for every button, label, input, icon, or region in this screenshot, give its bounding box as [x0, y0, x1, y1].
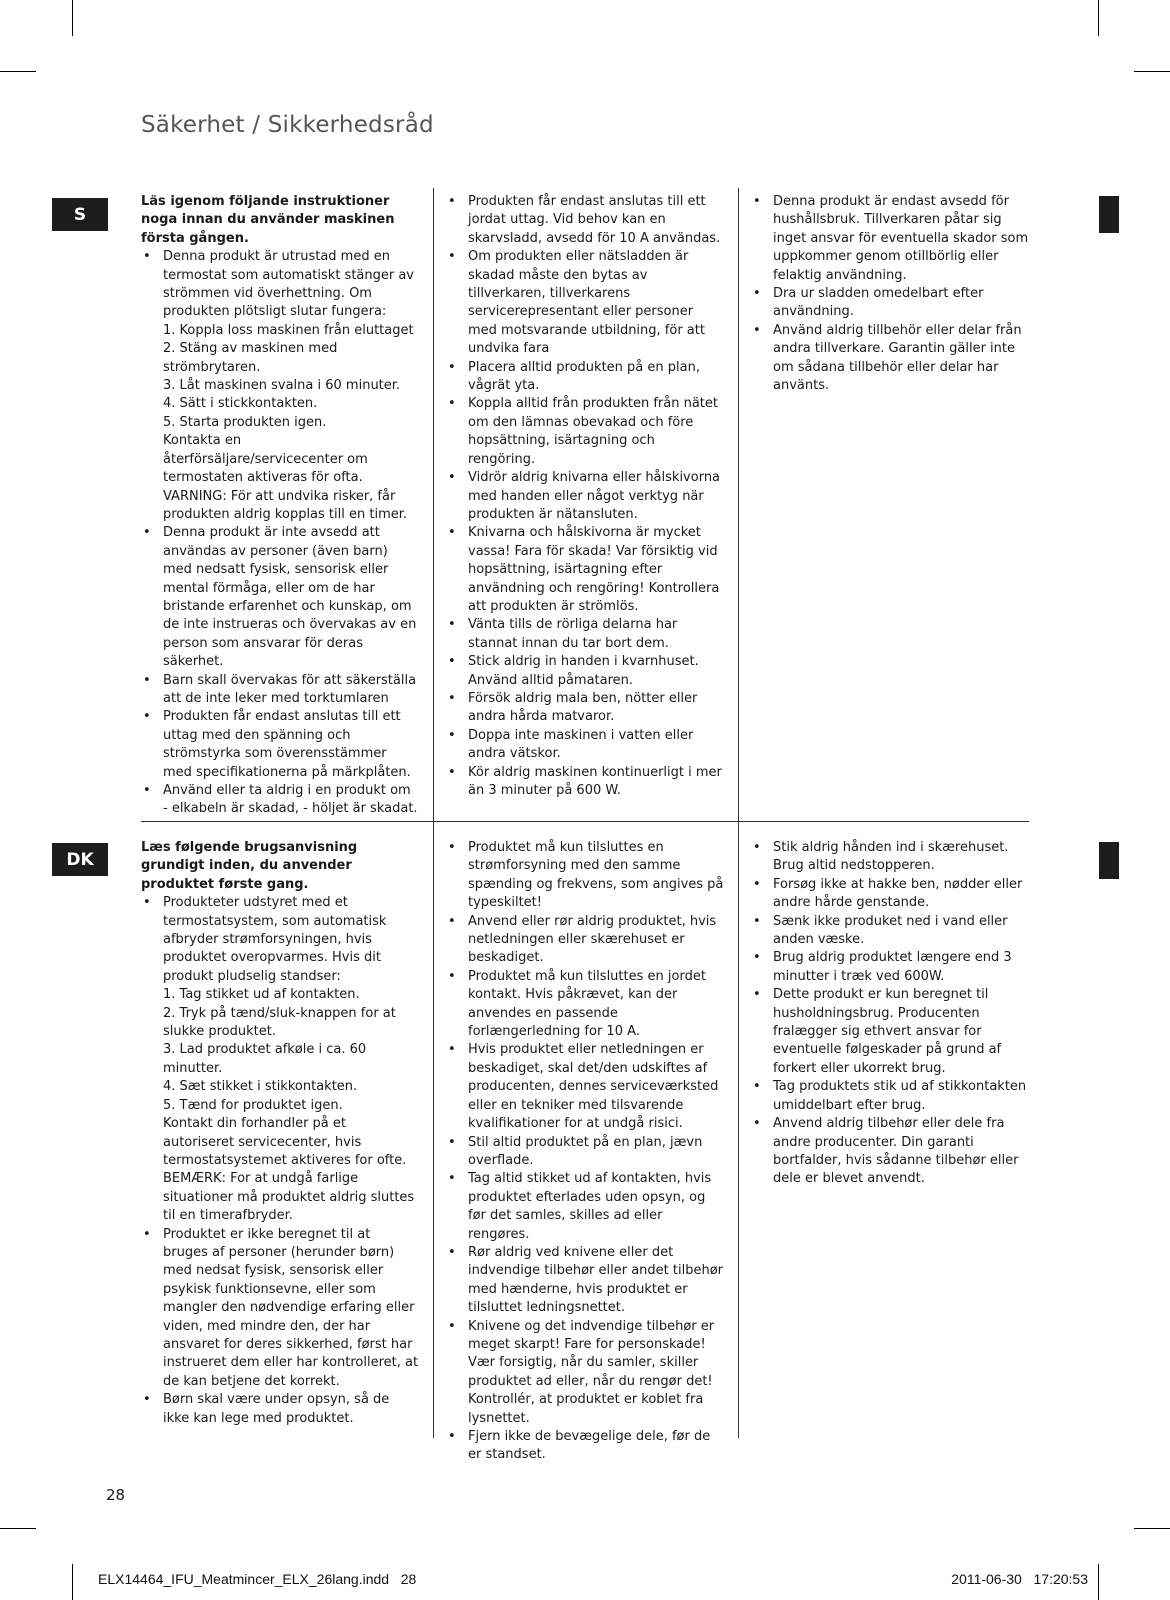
crop-mark: [72, 0, 73, 36]
list-item: • Dette produkt er kun beregnet til husholdningsbrug. Producenten fralægger sig ethvert ansvar for eventuelle følgeskader på grund af forkert eller ukorrekt brug.: [751, 986, 1029, 1078]
list-item: • Knivarna och hålskivorna är mycket vassa! Fara för skada! Var försiktig vid hopsättning, isärtagning efter användning och rengöring! Kontrollera att produkten är strömlös.: [446, 524, 724, 616]
list-item: • Barn skall övervakas för att säkerställa att de inte leker med torktumlaren: [141, 672, 419, 709]
section-dk-col3: [751, 839, 1029, 1189]
list-item: • Stil altid produktet på en plan, jævn overflade.: [446, 1134, 724, 1171]
column-divider: [433, 188, 434, 821]
edge-marker: [1099, 196, 1119, 233]
crop-mark: [1134, 71, 1170, 72]
lead-paragraph: Læs følgende brugsanvisning grundigt inden, du anvender produktet første gang.: [141, 840, 358, 892]
list-item: • Doppa inte maskinen i vatten eller andra vätskor.: [446, 727, 724, 764]
section-s-col1: [141, 193, 419, 819]
list-item: • Forsøg ikke at hakke ben, nødder eller andre hårde genstande.: [751, 876, 1029, 913]
list-item: • Vänta tills de rörliga delarna har stannat innan du tar bort dem.: [446, 616, 724, 653]
list-item: • Dra ur sladden omedelbart efter användning.: [751, 285, 1029, 322]
list-item: • Produktet må kun tilsluttes en jordet kontakt. Hvis påkrævet, kan der anvendes en passende forlængerledning for 10 A.: [446, 968, 724, 1042]
step-line: 4. Sæt stikket i stikkontakten.: [163, 1079, 358, 1095]
section-s-col2: [446, 193, 724, 800]
list-item: • Stik aldrig hånden ind i skærehuset. Brug altid nedstopperen.: [751, 839, 1029, 876]
section-divider: [141, 821, 1029, 822]
list-item: • Stick aldrig in handen i kvarnhuset. Använd alltid påmataren.: [446, 653, 724, 690]
list-item: • Tag altid stikket ud af kontakten, hvis produktet efterlades uden opsyn, og før det samles, skilles ad eller rengøres.: [446, 1170, 724, 1244]
step-line: 3. Låt maskinen svalna i 60 minuter.: [163, 378, 401, 394]
list-item: • Fjern ikke de bevægelige dele, før de er standset.: [446, 1428, 724, 1465]
list-item: • Försök aldrig mala ben, nötter eller andra hårda matvaror.: [446, 690, 724, 727]
step-line: 1. Tag stikket ud af kontakten.: [163, 987, 360, 1003]
list-item: • Använd aldrig tillbehör eller delar från andra tillverkare. Garantin gäller inte om sådana tillbehör eller delar har använts.: [751, 322, 1029, 396]
bullet-list: [141, 894, 419, 1428]
page-number: 28: [106, 1486, 126, 1504]
list-item: • Brug aldrig produktet længere end 3 minutter i træk ved 600W.: [751, 949, 1029, 986]
column-divider: [738, 188, 739, 821]
list-item: • Produktet er ikke beregnet til at bruges af personer (herunder børn) med nedsat fysisk, sensorisk eller psykisk funktionsevne, eller som mangler den nødvendige erfaring eller viden, med mindre den, der har ansvaret for deres sikkerhed, først har instrueret dem eller har kontrolleret, at de kan betjene det korrekt.: [141, 1226, 419, 1392]
section-dk-col2: [446, 839, 724, 1465]
bullet-list: [141, 248, 419, 819]
crop-mark: [0, 71, 36, 72]
column-divider: [738, 822, 739, 1438]
crop-mark: [1098, 1564, 1099, 1600]
list-item: • Använd eller ta aldrig i en produkt om - elkabeln är skadad, - höljet är skadat.: [141, 782, 419, 819]
list-item: • Anvend eller rør aldrig produktet, hvis netledningen eller skærehuset er beskadiget.: [446, 913, 724, 968]
step-line: 3. Lad produktet afkøle i ca. 60 minutter.: [163, 1042, 367, 1076]
list-item: • Kör aldrig maskinen kontinuerligt i mer än 3 minuter på 600 W.: [446, 764, 724, 801]
bullet-list: [751, 839, 1029, 1189]
slug-file-info: ELX14464_IFU_Meatmincer_ELX_26lang.indd 28: [98, 1571, 417, 1587]
list-item: • Børn skal være under opsyn, så de ikke kan lege med produktet.: [141, 1391, 419, 1428]
list-item: • Placera alltid produkten på en plan, vågrät yta.: [446, 359, 724, 396]
step-line: 2. Stäng av maskinen med strömbrytaren.: [163, 341, 338, 375]
step-line: 4. Sätt i stickkontakten.: [163, 396, 318, 412]
list-item: • Produkten får endast anslutas till ett uttag med den spänning och strömstyrka som överensstämmer med specifikationerna på märkplåten.: [141, 708, 419, 782]
crop-mark: [1098, 0, 1099, 36]
list-item: • Produkteter udstyret med et termostatsystem, som automatisk afbryder strømforsyningen, hvis produktet overopvarmes. Hvis dit produkt pludselig standser: 1. Tag stikket ud af kontakten. 2. Tryk på tænd/sluk-knappen for at slukke produktet. 3. Lad produktet afkøle i ca. 60 minutter. 4. Sæt stikket i stikkontakten. 5. Tænd for produktet igen. Kontakt din forhandler på et autoriseret servicecenter, hvis termostatsystemet aktiveres for ofte. BEMÆRK: For at undgå farlige situationer må produktet aldrig sluttes til en timerafbryder.: [141, 894, 419, 1225]
list-item: • Produktet må kun tilsluttes en strømforsyning med den samme spænding og frekvens, som angives på typeskiltet!: [446, 839, 724, 913]
list-item: • Knivene og det indvendige tilbehør er meget skarpt! Fare for personskade! Vær forsigtig, når du samler, skiller produktet ad eller, når du rengør det! Kontrollér, at produktet er koblet fra lysnettet.: [446, 1318, 724, 1428]
section-s-col3: [751, 193, 1029, 395]
edge-marker: [1099, 842, 1119, 879]
list-item: • Denna produkt är inte avsedd att användas av personer (även barn) med nedsatt fysisk, sensorisk eller mental förmåga, eller om de har bristande erfarenhet och kunskap, om de inte instrueras och övervakas av en person som ansvarar för deras säkerhet.: [141, 524, 419, 671]
step-line: VARNING: För att undvika risker, får produkten aldrig kopplas till en timer.: [163, 488, 408, 522]
step-line: 5. Starta produkten igen.: [163, 414, 327, 430]
language-tag-s: S: [52, 198, 108, 231]
step-line: Kontakta en återförsäljare/servicecenter om termostaten aktiveras för ofta.: [163, 433, 368, 486]
bullet-list: [446, 193, 724, 800]
list-item: • Produkten får endast anslutas till ett jordat uttag. Vid behov kan en skarvsladd, avsedd för 10 A användas.: [446, 193, 724, 248]
list-item: • Denna produkt är endast avsedd för hushållsbruk. Tillverkaren påtar sig inget ansvar för eventuella skador som uppkommer genom otillbörlig eller felaktig användning.: [751, 193, 1029, 285]
page-title: Säkerhet / Sikkerhedsråd: [141, 112, 434, 138]
section-dk-col1: [141, 839, 419, 1428]
language-tag-dk: DK: [52, 843, 108, 876]
crop-mark: [1134, 1528, 1170, 1529]
step-line: 1. Koppla loss maskinen från eluttaget: [163, 322, 414, 338]
bullet-list: [751, 193, 1029, 395]
step-line: Kontakt din forhandler på et autoriseret servicecenter, hvis termostatsystemet aktiveres for ofte.: [163, 1116, 407, 1168]
column-divider: [433, 822, 434, 1438]
list-item: • Tag produktets stik ud af stikkontakten umiddelbart efter brug.: [751, 1078, 1029, 1115]
step-line: BEMÆRK: For at undgå farlige situationer må produktet aldrig sluttes til en timerafbryder.: [163, 1171, 415, 1224]
list-item: • Denna produkt är utrustad med en termostat som automatiskt stänger av strömmen vid överhettning. Om produkten plötsligt slutar fungera: 1. Koppla loss maskinen från eluttaget 2. Stäng av maskinen med strömbrytaren. 3. Låt maskinen svalna i 60 minuter. 4. Sätt i stickkontakten. 5. Starta produkten igen. Kontakta en återförsäljare/servicecenter om termostaten aktiveras för ofta. VARNING: För att undvika risker, får produkten aldrig kopplas till en timer.: [141, 248, 419, 524]
list-item: • Hvis produktet eller netledningen er beskadiget, skal det/den udskiftes af producenten, dennes serviceværksted eller en tekniker med tilsvarende kvalifikationer for at undgå risici.: [446, 1041, 724, 1133]
list-item: • Om produkten eller nätsladden är skadad måste den bytas av tillverkaren, tillverkarens servicerepresentant eller personer med motsvarande utbildning, för att undvika fara: [446, 248, 724, 358]
crop-mark: [0, 1528, 36, 1529]
list-item: • Koppla alltid från produkten från nätet om den lämnas obevakad och före hopsättning, isärtagning och rengöring.: [446, 395, 724, 469]
list-item: • Vidrör aldrig knivarna eller hålskivorna med handen eller något verktyg när produkten är nätansluten.: [446, 469, 724, 524]
list-item: • Sænk ikke produket ned i vand eller anden væske.: [751, 913, 1029, 950]
step-line: 5. Tænd for produktet igen.: [163, 1097, 343, 1113]
list-item: • Rør aldrig ved knivene eller det indvendige tilbehør eller andet tilbehør med hænderne, hvis produktet er tilsluttet ledningsnettet.: [446, 1244, 724, 1318]
step-line: 2. Tryk på tænd/sluk-knappen for at slukke produktet.: [163, 1005, 396, 1040]
lead-paragraph: Läs igenom följande instruktioner noga innan du använder maskinen första gången.: [141, 194, 395, 246]
bullet-list: [446, 839, 724, 1465]
crop-mark: [72, 1564, 73, 1600]
list-item: • Anvend aldrig tilbehør eller dele fra andre producenter. Din garanti bortfalder, hvis sådanne tilbehør eller dele er blevet anvendt.: [751, 1115, 1029, 1189]
slug-timestamp: 2011-06-30 17:20:53: [951, 1571, 1088, 1587]
